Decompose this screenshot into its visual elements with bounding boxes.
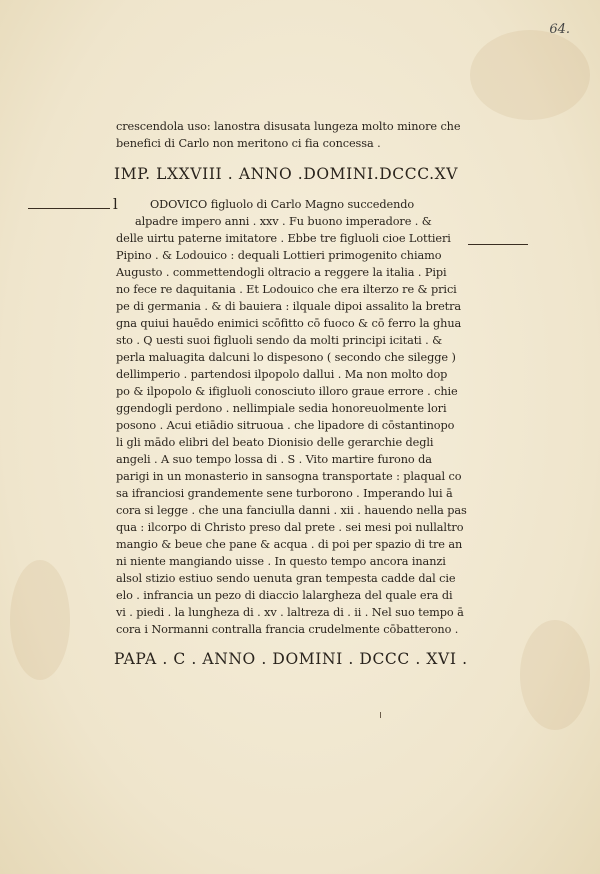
margin-rule bbox=[468, 244, 528, 245]
text-line: pe di germania . & di bauiera : ilquale dipoi assalito la bretra bbox=[116, 300, 462, 313]
text-line: crescendola uso: lanostra disusata lungeza molto minore che bbox=[116, 120, 461, 133]
text-line: cora si legge . che una fanciulla danni . xii . hauendo nella pas bbox=[116, 504, 467, 517]
text-line: benefici di Carlo non meritono ci fia concessa . bbox=[116, 137, 381, 150]
margin-rule bbox=[28, 208, 110, 209]
section-heading: IMP. LXXVIII . ANNO .DOMINI.DCCC.XV bbox=[114, 165, 459, 183]
text-line: sa ifranciosi grandemente sene turborono . Imperando lui ā bbox=[116, 487, 453, 500]
paper-stain bbox=[470, 30, 590, 120]
paper-stain bbox=[520, 620, 590, 730]
section-heading: PAPA . C . ANNO . DOMINI . DCCC . XVI . bbox=[114, 650, 468, 668]
text-line: dellimperio . partendosi ilpopolo dallui . Ma non molto dop bbox=[116, 368, 448, 381]
text-line: parigi in un monasterio in sansogna transportate : plaqual co bbox=[116, 470, 462, 483]
text-line: ODOVICO figluolo di Carlo Magno succedendo bbox=[150, 198, 415, 211]
text-line: delle uirtu paterne imitatore . Ebbe tre figluoli cioe Lottieri bbox=[116, 232, 451, 245]
text-line: cora i Normanni contralla francia crudelmente cōbatterono . bbox=[116, 623, 459, 636]
text-line: angeli . A suo tempo lossa di . S . Vito martire furono da bbox=[116, 453, 432, 466]
text-line: alpadre impero anni . xxv . Fu buono imperadore . & bbox=[135, 215, 432, 228]
text-line: alsol stizio estiuo sendo uenuta gran tempesta cadde dal cie bbox=[116, 572, 456, 585]
text-line: gna quiui hauēdo enimici scōfitto cō fuoco & cō ferro la ghua bbox=[116, 317, 462, 330]
text-line: Augusto . commettendogli oltracio a reggere la italia . Pipi bbox=[116, 266, 447, 279]
text-line: po & ilpopolo & ifigluoli conosciuto illoro graue errore . chie bbox=[116, 385, 458, 398]
text-line: vi . piedi . la lungheza di . xv . laltreza di . ii . Nel suo tempo ā bbox=[116, 606, 464, 619]
text-line: elo . infrancia un pezo di diaccio lalargheza del quale era di bbox=[116, 589, 453, 602]
text-line: ni niente mangiando uisse . In questo tempo ancora inanzi bbox=[116, 555, 446, 568]
text-line: no fece re daquitania . Et Lodouico che era ilterzo re & prici bbox=[116, 283, 457, 296]
ink-mark bbox=[380, 712, 381, 718]
drop-initial: l bbox=[113, 195, 118, 213]
paper-stain bbox=[10, 560, 70, 680]
text-line: sto . Q uesti suoi figluoli sendo da molti principi icitati . & bbox=[116, 334, 443, 347]
text-line: li gli mādo elibri del beato Dionisio delle gerarchie degli bbox=[116, 436, 434, 449]
text-line: perla maluagita dalcuni lo dispesono ( secondo che silegge ) bbox=[116, 351, 456, 364]
text-line: ggendogli perdono . nellimpiale sedia honoreuolmente lori bbox=[116, 402, 447, 415]
folio-number: 64. bbox=[549, 22, 570, 37]
text-line: posono . Acui etiādio sitruoua . che lipadore di cōstantinopo bbox=[116, 419, 455, 432]
text-line: mangio & beue che pane & acqua . di poi per spazio di tre an bbox=[116, 538, 463, 551]
text-line: qua : ilcorpo di Christo preso dal prete . sei mesi poi nullaltro bbox=[116, 521, 464, 534]
text-line: Pipino . & Lodouico : dequali Lottieri primogenito chiamo bbox=[116, 249, 442, 262]
